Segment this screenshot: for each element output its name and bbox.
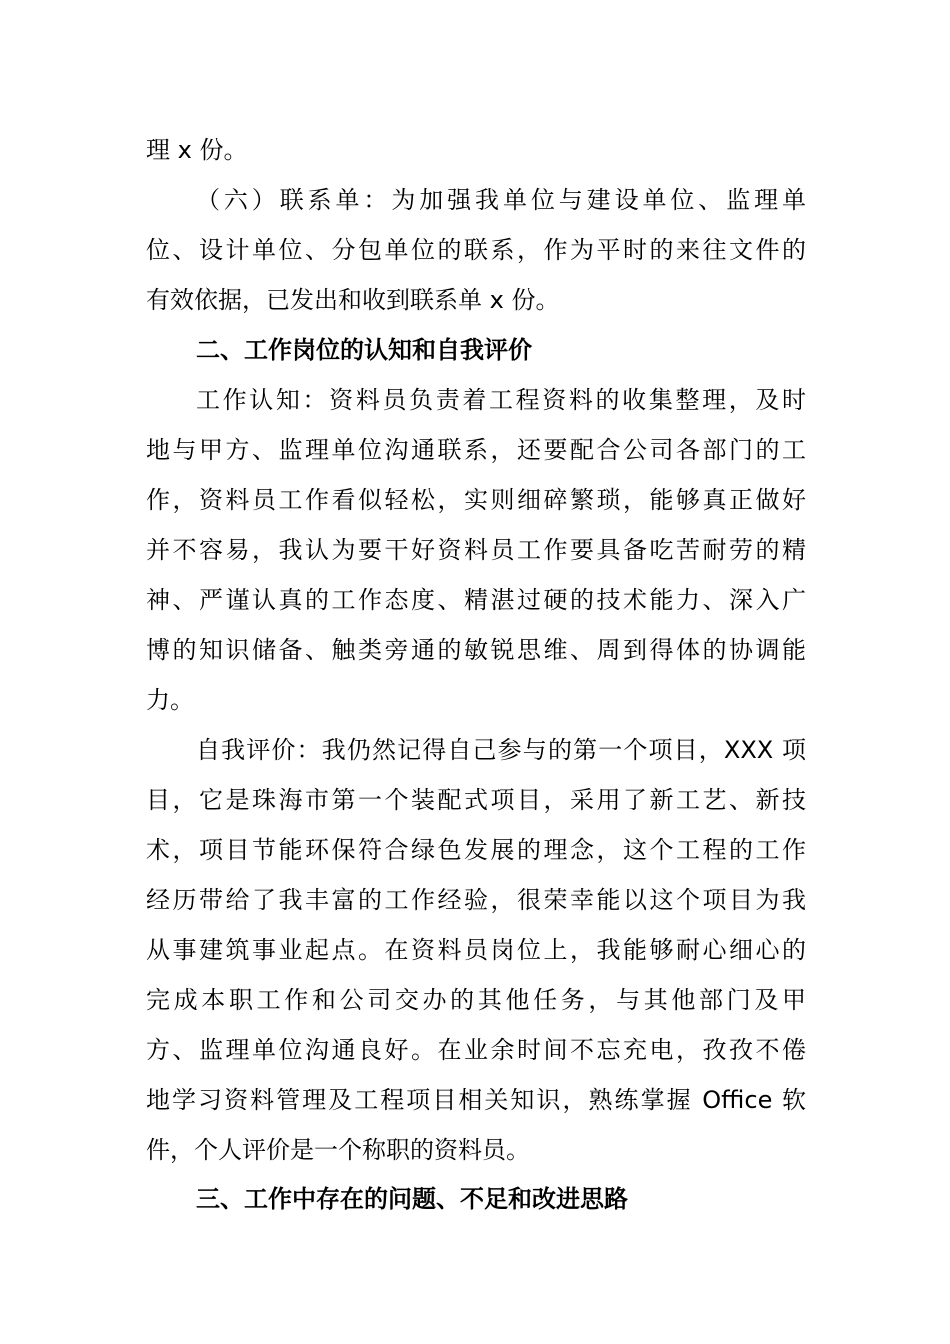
text-line: 力。 bbox=[146, 686, 194, 714]
text-line: 方、监理单位沟通良好。在业余时间不忘充电，孜孜不倦 bbox=[146, 1036, 806, 1064]
text-line: 工作认知：资料员负责着工程资料的收集整理，及时 bbox=[196, 386, 806, 414]
text-line: 术，项目节能环保符合绿色发展的理念，这个工程的工作 bbox=[146, 836, 806, 864]
text-line: 位、设计单位、分包单位的联系，作为平时的来往文件的 bbox=[146, 236, 806, 264]
text-line: 件，个人评价是一个称职的资料员。 bbox=[146, 1136, 530, 1164]
text-line: 有效依据，已发出和收到联系单 x 份。 bbox=[146, 286, 560, 314]
text-line: 经历带给了我丰富的工作经验，很荣幸能以这个项目为我 bbox=[146, 886, 806, 914]
text-line: 并不容易，我认为要干好资料员工作要具备吃苦耐劳的精 bbox=[146, 536, 806, 564]
text-line: 神、严谨认真的工作态度、精湛过硬的技术能力、深入广 bbox=[146, 586, 806, 614]
text-line: 完成本职工作和公司交办的其他任务，与其他部门及甲 bbox=[146, 986, 806, 1014]
section-heading: 三、工作中存在的问题、不足和改进思路 bbox=[196, 1185, 628, 1213]
text-line: 作，资料员工作看似轻松，实则细碎繁琐，能够真正做好 bbox=[146, 486, 806, 514]
section-heading: 二、工作岗位的认知和自我评价 bbox=[196, 336, 532, 364]
text-line: 从事建筑事业起点。在资料员岗位上，我能够耐心细心的 bbox=[146, 936, 806, 964]
text-line: 地与甲方、监理单位沟通联系，还要配合公司各部门的工 bbox=[146, 436, 806, 464]
text-line: （六）联系单：为加强我单位与建设单位、监理单 bbox=[196, 186, 806, 214]
text-line: 目，它是珠海市第一个装配式项目，采用了新工艺、新技 bbox=[146, 786, 806, 814]
text-line: 理 x 份。 bbox=[146, 136, 248, 164]
text-line: 地学习资料管理及工程项目相关知识，熟练掌握 Office 软 bbox=[146, 1086, 806, 1114]
text-line: 博的知识储备、触类旁通的敏锐思维、周到得体的协调能 bbox=[146, 636, 806, 664]
text-line: 自我评价：我仍然记得自己参与的第一个项目，XXX 项 bbox=[196, 736, 806, 764]
